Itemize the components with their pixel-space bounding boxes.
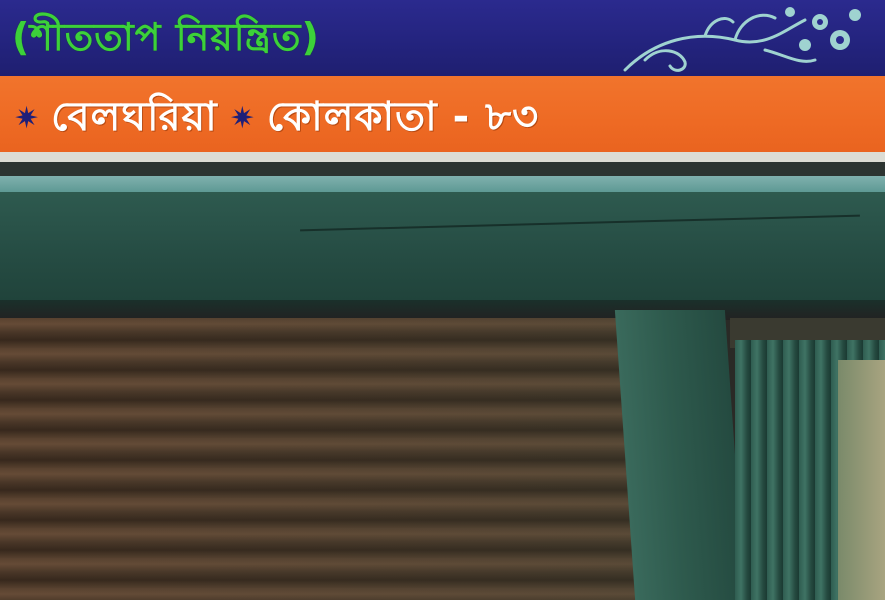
sign-locality-text: বেলঘরিয়া — [51, 93, 218, 140]
sign-orange-band — [0, 76, 885, 160]
sign-blue-band — [0, 0, 885, 76]
sign-frame-shadow — [0, 162, 885, 176]
sign-city-text: কোলকাতা - ৮৩ — [266, 93, 540, 140]
wall-shadow — [0, 300, 885, 320]
sign-ac-text: (শীততাপ নিয়ন্ত্রিত) — [12, 15, 320, 59]
side-sack — [838, 360, 885, 600]
shutter-tint — [0, 318, 650, 600]
star-icon: ✷ — [229, 100, 255, 136]
star-icon: ✷ — [14, 100, 40, 136]
sign-address-line — [0, 84, 885, 152]
green-wall-panel — [0, 192, 885, 310]
side-pillar — [615, 310, 745, 600]
sign-frame-strip — [0, 152, 885, 162]
awning-edge — [0, 176, 885, 192]
floral-ornament-icon — [615, 0, 865, 80]
